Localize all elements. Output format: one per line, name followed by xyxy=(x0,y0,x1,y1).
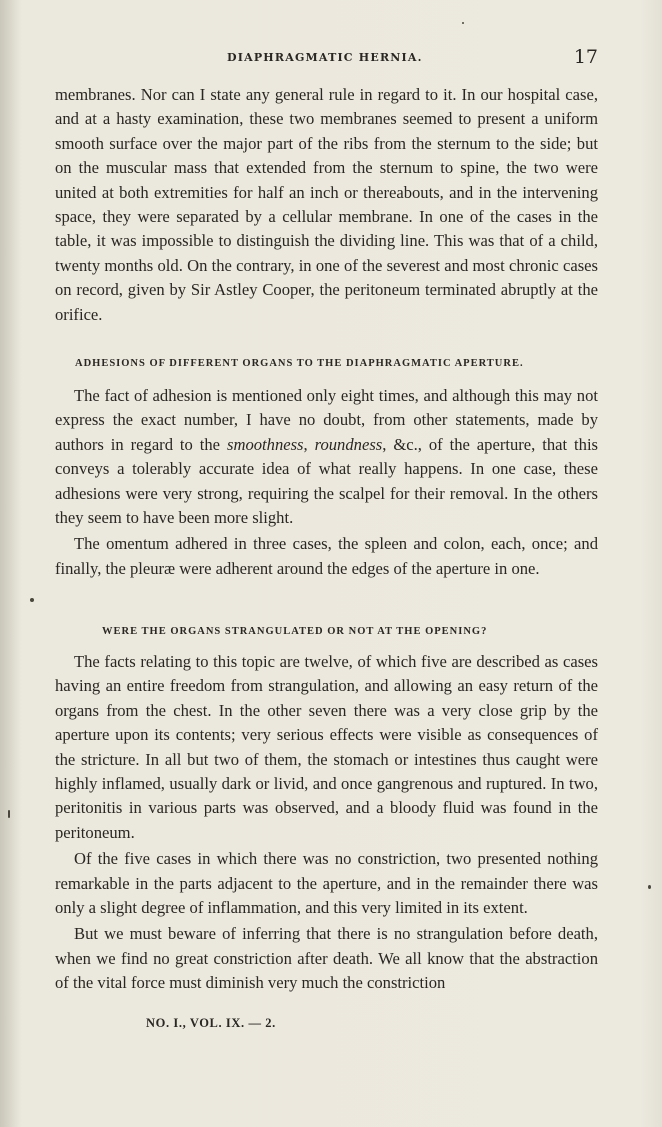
section-2-text xyxy=(55,384,598,581)
heading-text: ADHESIONS OF DIFFERENT ORGANS TO THE DIAPHRAGMATIC APERTURE. xyxy=(75,358,524,369)
paragraph-strangulation-facts: The facts relating to this topic are twelve, of which five are described as cases having an entire freedom from strangulation, and allowing an easy return of the organs from the chest. In the other seven there was a very close grip by the aperture upon its contents; very serious effects were visible as consequences of the stricture. In all but two of them, the stomach or intestines thus caught were highly inflamed, usually dark or livid, and once gangrenous and ruptured. In two, peritonitis in various parts was observed, and a bloody fluid was found in the peritoneum. xyxy=(55,652,598,842)
emphasis-smoothness: smoothness xyxy=(227,434,304,454)
paragraph-adhesion-facts: The fact of adhesion is mentioned only eight times, and although this may not express the exact number, I have no doubt, from other statements, made by authors in regard to the smoothness, roundness, &c., of the aperture, that this conveys a tolerably accurate idea of what really happens. In one case, these adhesions were very strong, requiring the scalpel for their removal. In the others they seem to have been more slight. xyxy=(55,386,599,528)
ink-speck xyxy=(462,22,464,24)
section-3-text xyxy=(55,650,598,996)
gutter-shadow xyxy=(0,0,22,1127)
signature-mark: NO. I., VOL. IX. — 2. xyxy=(146,1016,276,1030)
page-number: 17 xyxy=(573,46,598,68)
running-title: DIAPHRAGMATIC HERNIA. xyxy=(227,51,423,64)
paragraph-omentum: The omentum adhered in three cases, the spleen and colon, each, once; and finally, the pleuræ were adherent around the edges of the aperture in one. xyxy=(55,534,598,578)
paragraph-continuation: membranes. Nor can I state any general rule in regard to it. In our hospital case, and at a hasty examination, these two membranes seemed to present a uniform smooth surface over the major part of the ribs from the sternum to the side; but on the muscular mass that extended from the sternum to spine, the two were united at both extremities for half an inch or thereabouts, and in the intervening space, they were separated by a cellular membrane. In one of the cases in the table, it was impossible to distinguish the dividing line. This was that of a child, twenty months old. On the contrary, in one of the severest and most chronic cases on record, given by Sir Astley Cooper, the peritoneum terminated abruptly at the orifice. xyxy=(55,85,598,324)
ink-speck xyxy=(30,598,34,602)
page-header xyxy=(55,46,598,70)
section-1-text xyxy=(55,83,598,327)
ink-speck xyxy=(648,885,651,889)
heading-text: WERE THE ORGANS STRANGULATED OR NOT AT THE OPENING? xyxy=(102,626,488,637)
ink-speck xyxy=(8,810,10,818)
paragraph-beware: But we must beware of inferring that there is no strangulation before death, when we find no great constriction after death. We all know that the abstraction of the vital force must diminish very much the constriction xyxy=(55,924,598,993)
paragraph-no-constriction: Of the five cases in which there was no constriction, two presented nothing remarkable in the parts adjacent to the aperture, and in the remainder there was only a slight degree of inflammation, and this very limited in its extent. xyxy=(55,849,598,918)
emphasis-roundness: roundness xyxy=(314,434,383,454)
